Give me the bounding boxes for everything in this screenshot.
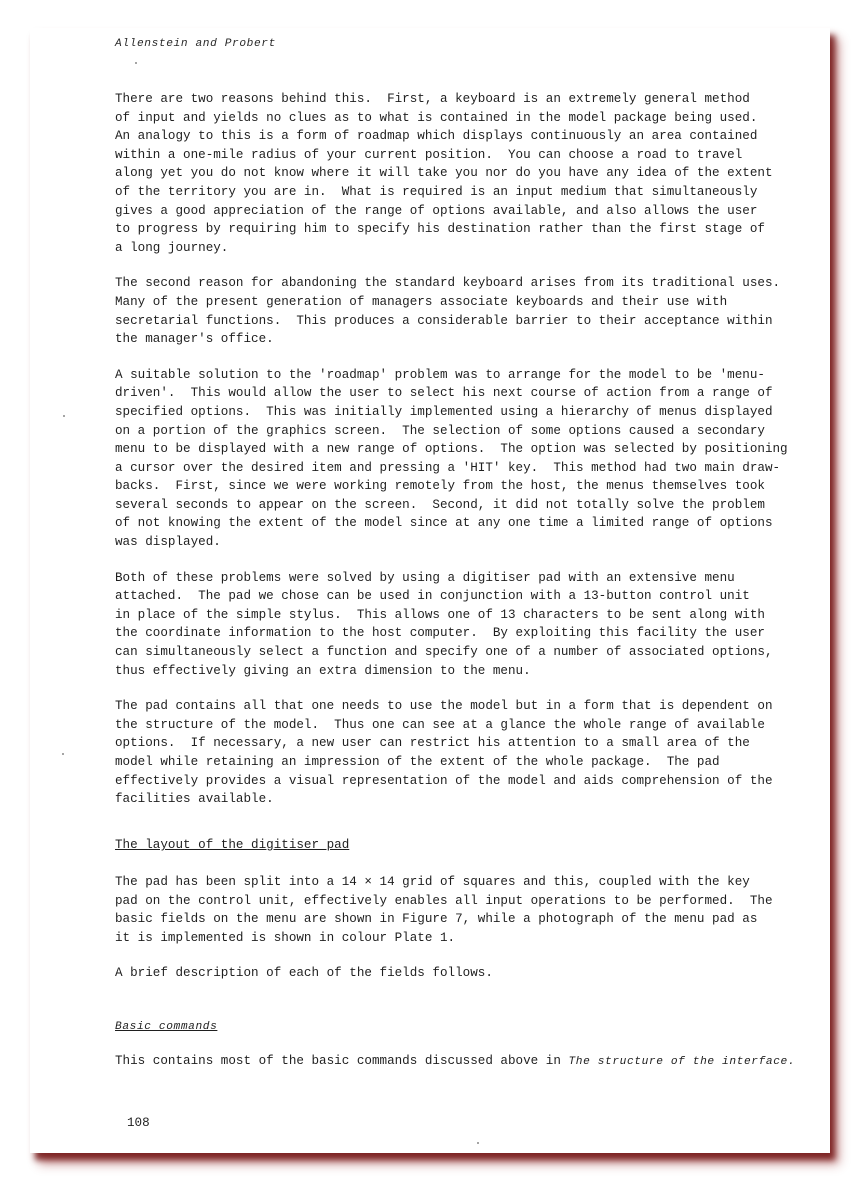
text-line: the structure of the model. Thus one can see at a glance the whole range of available	[115, 717, 765, 732]
paragraph	[115, 569, 788, 681]
text-line: Both of these problems were solved by using a digitiser pad with an extensive menu	[115, 570, 735, 585]
text-line: of the territory you are in. What is required is an input medium that simultaneously	[115, 184, 758, 199]
paragraph	[115, 274, 788, 348]
paragraph-group	[115, 90, 788, 809]
text-line: to progress by requiring him to specify his destination rather than the first stage of	[115, 222, 765, 237]
text-line: a long journey.	[115, 240, 229, 255]
text-line: attached. The pad we chose can be used in conjunction with a 13-button control unit	[115, 589, 750, 604]
section-paragraph-group	[115, 873, 773, 983]
text-line: facilities available.	[115, 792, 274, 807]
final-line-text: This contains most of the basic commands discussed above in	[115, 1054, 569, 1068]
text-line: backs. First, since we were working remotely from the host, the menus themselves took	[115, 479, 765, 494]
text-line: driven'. This would allow the user to select his next course of action from a range of	[115, 386, 773, 401]
text-line: of input and yields no clues as to what is contained in the model package being used.	[115, 110, 758, 125]
text-line: An analogy to this is a form of roadmap which displays continuously an area contained	[115, 129, 758, 144]
running-header: Allenstein and Probert	[115, 38, 276, 50]
scan-speck	[62, 753, 64, 755]
text-line: basic fields on the menu are shown in Figure 7, while a photograph of the menu pad as	[115, 912, 758, 927]
text-line: A brief description of each of the fields follows.	[115, 966, 493, 981]
text-line: The second reason for abandoning the standard keyboard arises from its traditional uses.	[115, 276, 781, 291]
subsection-heading: Basic commands	[115, 1021, 218, 1033]
text-line: thus effectively giving an extra dimension to the menu.	[115, 663, 531, 678]
text-line: Many of the present generation of managers associate keyboards and their use with	[115, 294, 728, 309]
paragraph	[115, 964, 773, 983]
text-line: specified options. This was initially implemented using a hierarchy of menus displayed	[115, 404, 773, 419]
text-line: effectively provides a visual representation of the model and aids comprehension of the	[115, 773, 773, 788]
text-line: of not knowing the extent of the model since at any one time a limited range of options	[115, 516, 773, 531]
scan-speck	[63, 415, 65, 417]
document-page	[30, 28, 830, 1153]
text-line: pad on the control unit, effectively enables all input operations to be performed. The	[115, 893, 773, 908]
scan-speck	[135, 62, 137, 64]
text-line: the manager's office.	[115, 332, 274, 347]
text-line: was displayed.	[115, 535, 221, 550]
text-line: within a one-mile radius of your current position. You can choose a road to travel	[115, 147, 743, 162]
final-paragraph	[115, 1052, 795, 1071]
page-number: 108	[127, 1116, 150, 1130]
paragraph	[115, 873, 773, 947]
text-line: model while retaining an impression of the extent of the whole package. The pad	[115, 755, 720, 769]
text-line: gives a good appreciation of the range of options available, and also allows the user	[115, 203, 758, 218]
text-line: it is implemented is shown in colour Plate 1.	[115, 930, 456, 945]
paragraph	[115, 697, 788, 809]
text-line: can simultaneously select a function and specify one of a number of associated options,	[115, 645, 773, 660]
text-line: the coordinate information to the host computer. By exploiting this facility the user	[115, 626, 765, 641]
paragraph	[115, 90, 788, 257]
text-line: secretarial functions. This produces a considerable barrier to their acceptance within	[115, 313, 773, 328]
text-line: on a portion of the graphics screen. The selection of some options caused a secondary	[115, 423, 765, 438]
text-line: The pad contains all that one needs to use the model but in a form that is dependent on	[115, 699, 773, 714]
text-line: A suitable solution to the 'roadmap' problem was to arrange for the model to be 'menu-	[115, 367, 765, 382]
text-line: The pad has been split into a 14 × 14 grid of squares and this, coupled with the key	[115, 875, 750, 889]
paragraph	[115, 366, 788, 552]
text-line: along yet you do not know where it will take you nor do you have any idea of the extent	[115, 166, 773, 181]
text-line: several seconds to appear on the screen. Second, it did not totally solve the problem	[115, 497, 765, 512]
text-line: menu to be displayed with a new range of options. The option was selected by positioning	[115, 442, 788, 457]
final-line-italic-title: The structure of the interface.	[568, 1056, 796, 1068]
section-heading: The layout of the digitiser pad	[115, 838, 350, 852]
text-line: options. If necessary, a new user can restrict his attention to a small area of the	[115, 736, 750, 751]
text-line: in place of the simple stylus. This allows one of 13 characters to be sent along with	[115, 607, 765, 622]
scan-speck	[477, 1142, 479, 1144]
text-line: There are two reasons behind this. First, a keyboard is an extremely general method	[115, 92, 750, 106]
text-line: a cursor over the desired item and pressing a 'HIT' key. This method had two main draw-	[115, 460, 781, 475]
